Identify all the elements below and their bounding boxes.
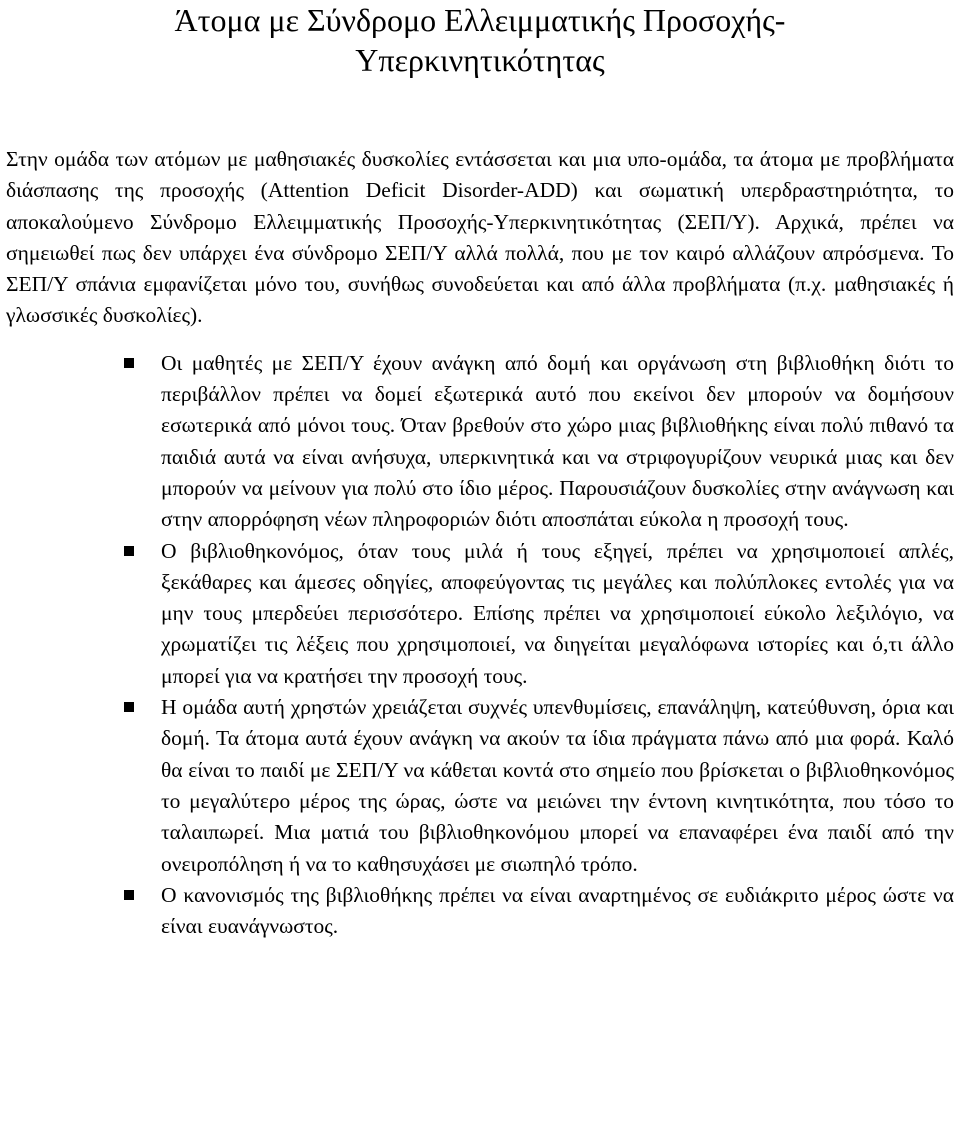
page-title-line-2: Υπερκινητικότητας: [355, 42, 605, 78]
bullet-text: Ο κανονισμός της βιβλιοθήκης πρέπει να είναι αναρτημένος σε ευδιάκριτο μέρος ώστε να είναι ευανάγνωστος.: [161, 882, 954, 939]
bullet-list: [6, 348, 954, 943]
intro-paragraph: Στην ομάδα των ατόμων με μαθησιακές δυσκολίες εντάσσεται και μια υπο-ομάδα, τα άτομα με προβλήματα διάσπασης της προσοχής (Attention Deficit Disorder-ADD) και σωματική υπερδραστηριότητα, το αποκαλούμενο Σύνδρομο Ελλειμματικής Προσοχής-Υπερκινητικότητας (ΣΕΠ/Υ). Αρχικά, πρέπει να σημειωθεί πως δεν υπάρχει ένα σύνδρομο ΣΕΠ/Υ αλλά πολλά, που με τον καιρό αλλάζουν απρόσμενα. Το ΣΕΠ/Υ σπάνια εμφανίζεται μόνο του, συνήθως συνοδεύεται και από άλλα προβλήματα (π.χ. μαθησιακές ή γλωσσικές δυσκολίες).: [6, 147, 954, 328]
square-bullet-icon: [124, 890, 134, 900]
bullet-text: Η ομάδα αυτή χρηστών χρειάζεται συχνές υπενθυμίσεις, επανάληψη, κατεύθυνση, όρια και δομή. Τα άτομα αυτά έχουν ανάγκη να ακούν τα ίδια πράγματα πάνω από μια φορά. Καλό θα είναι το παιδί με ΣΕΠ/Υ να κάθεται κοντά στο σημείο που βρίσκεται ο βιβλιοθηκονόμος το μεγαλύτερο μέρος της ώρας, ώστε να μειώνει την έντονη κινητικότητα, που τόσο το ταλαιπωρεί. Μια ματιά του βιβλιοθηκονόμου μπορεί να επαναφέρει ένα παιδί από την ονειροπόληση ή να το καθησυχάσει με σιωπηλό τρόπο.: [161, 695, 954, 876]
square-bullet-icon: [124, 702, 134, 712]
bullet-text: Ο βιβλιοθηκονόμος, όταν τους μιλά ή τους εξηγεί, πρέπει να χρησιμοποιεί απλές, ξεκάθαρες και άμεσες οδηγίες, αποφεύγοντας τις μεγάλες και πολύπλοκες εντολές για να μην τους μπερδεύει περισσότερο. Επίσης πρέπει να χρησιμοποιεί εύκολο λεξιλόγιο, να χρωματίζει τις λέξεις που χρησιμοποιεί, να διηγείται μεγαλόφωνα ιστορίες και ό,τι άλλο μπορεί για να κρατήσει την προσοχή τους.: [161, 538, 954, 688]
square-bullet-icon: [124, 358, 134, 368]
page-title: [6, 0, 954, 80]
bullet-item-2: [6, 536, 954, 692]
square-bullet-icon: [124, 546, 134, 556]
bullet-item-1: [6, 348, 954, 536]
bullet-text: Οι μαθητές με ΣΕΠ/Υ έχουν ανάγκη από δομή και οργάνωση στη βιβλιοθήκη διότι το περιβάλλον πρέπει να δομεί εξωτερικά αυτό που εκείνοι δεν μπορούν να δομήσουν εσωτερικά από μόνοι τους. Όταν βρεθούν στο χώρο μιας βιβλιοθήκης είναι πολύ πιθανό τα παιδιά αυτά να είναι ανήσυχα, υπερκινητικά και να στριφογυρίζουν νευρικά μιας και δεν μπορούν να μείνουν για πολύ στο ίδιο μέρος. Παρουσιάζουν δυσκολίες στην ανάγνωση και στην απορρόφηση νέων πληροφοριών διότι αποσπάται εύκολα η προσοχή τους.: [161, 350, 954, 532]
bullet-item-3: [6, 692, 954, 880]
bullet-item-4: [6, 880, 954, 943]
page-title-line-1: Άτομα με Σύνδρομο Ελλειμματικής Προσοχής-: [174, 2, 786, 38]
